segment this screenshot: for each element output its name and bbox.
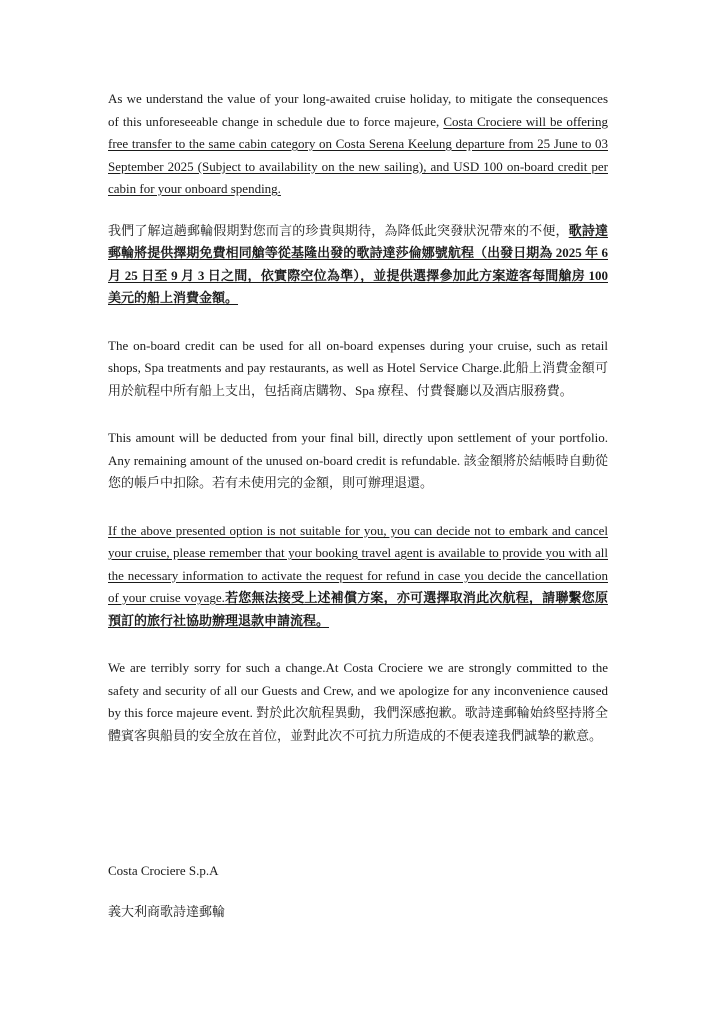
offer-intro-text: As we understand the value of your long-awaited cruise holiday, to mitigate the consequences of this unforeseeable change in schedule due to force majeure,: [108, 91, 608, 129]
paragraph-cancellation: [108, 520, 608, 633]
paragraph-apology: We are terribly sorry for such a change.At Costa Crociere we are strongly committed to the safety and security of all our Guests and Crew, and we apologize for any inconvenience caused by this force majeure event. 對於此次航程異動，我們深感抱歉。歌詩達郵輪始終堅持將全體賓客與船員的安全放在首位，並對此次不可抗力所造成的不便表達我們誠摯的歉意。: [108, 660, 608, 743]
cancellation-text-zh: 若您無法接受上述補償方案，亦可選擇取消此次航程，請聯繫您原預訂的旅行社協助辦理退款申請流程。: [108, 590, 608, 628]
offer-terms-text: Costa Crociere will be offering free transfer to the same cabin category on Costa Serena Keelung departure from 25 June to 03 September 2025 (Subject to availability on the new sailing), and USD 100 on-board credit per cabin for your onboard spending.: [108, 113, 608, 196]
offer-terms-text-zh: 歌詩達郵輪將提供擇期免費相同艙等從基隆出發的歌詩達莎倫娜號航程（出發日期為 2025 年 6 月 25 日至 9 月 3 日之間，依實際空位為準），並提供選擇參加此方案遊客每間艙房 100 美元的船上消費金額。: [108, 222, 608, 305]
cancellation-text-en: If the above presented option is not suitable for you, you can decide not to embark and cancel your cruise, please remember that your booking travel agent is available to provide you with all the necessary information to activate the request for refund in case you decide the cancellation of your cruise voyage.: [108, 522, 608, 605]
paragraph-refund-remaining: This amount will be deducted from your final bill, directly upon settlement of your portfolio. Any remaining amount of the unused on-board credit is refundable. 該金額將於結帳時自動從您的帳戶中扣除。若有未使用完的金額，則可辦理退還。: [108, 430, 608, 490]
signature-company-zh: 義大利商歌詩達郵輪: [108, 904, 226, 919]
offer-intro-text-zh: 我們了解這趟郵輪假期對您而言的珍貴與期待，為降低此突發狀況帶來的不便，: [108, 222, 569, 238]
letter-body: [108, 88, 608, 747]
paragraph-offer-en: [108, 88, 608, 201]
signature-company-en: Costa Crociere S.p.A: [108, 863, 219, 878]
paragraph-credit-usage: The on-board credit can be used for all on-board expenses during your cruise, such as retail shops, Spa treatments and pay restaurants, as well as Hotel Service Charge.此船上消費金額可用於航程中所有船上支出，包括商店購物、Spa 療程、付費餐廳以及酒店服務費。: [108, 337, 608, 398]
paragraph-offer-zh: [108, 220, 608, 310]
